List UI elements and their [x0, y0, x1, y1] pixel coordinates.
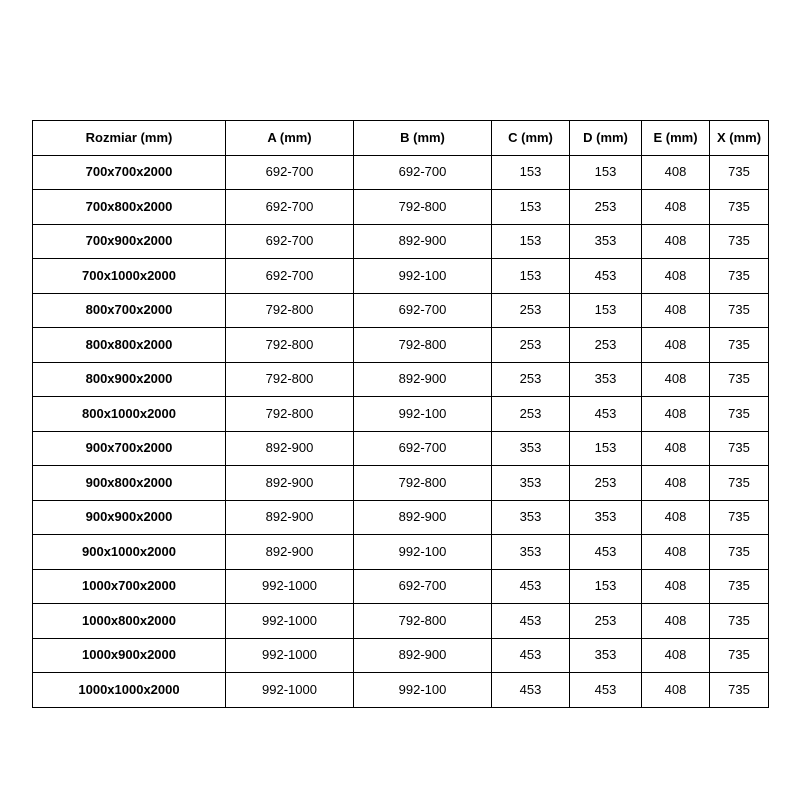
cell-a: 792-800: [226, 328, 354, 363]
cell-x: 735: [710, 604, 769, 639]
cell-x: 735: [710, 638, 769, 673]
table-row: [33, 535, 769, 570]
table-row: [33, 569, 769, 604]
cell-b: 792-800: [354, 466, 492, 501]
cell-size: 700x700x2000: [33, 155, 226, 190]
size-table: [32, 120, 769, 708]
cell-d: 253: [570, 328, 642, 363]
column-header-e: E (mm): [642, 121, 710, 156]
cell-a: 792-800: [226, 293, 354, 328]
cell-e: 408: [642, 224, 710, 259]
cell-size: 800x900x2000: [33, 362, 226, 397]
cell-c: 353: [492, 466, 570, 501]
cell-e: 408: [642, 397, 710, 432]
cell-x: 735: [710, 362, 769, 397]
cell-b: 992-100: [354, 397, 492, 432]
cell-d: 453: [570, 535, 642, 570]
column-header-b: B (mm): [354, 121, 492, 156]
cell-d: 453: [570, 259, 642, 294]
cell-a: 892-900: [226, 500, 354, 535]
cell-a: 992-1000: [226, 673, 354, 708]
cell-x: 735: [710, 535, 769, 570]
cell-c: 453: [492, 638, 570, 673]
cell-e: 408: [642, 604, 710, 639]
cell-b: 992-100: [354, 673, 492, 708]
cell-b: 892-900: [354, 500, 492, 535]
column-header-x: X (mm): [710, 121, 769, 156]
cell-d: 253: [570, 466, 642, 501]
cell-a: 992-1000: [226, 638, 354, 673]
column-header-d: D (mm): [570, 121, 642, 156]
cell-a: 692-700: [226, 190, 354, 225]
cell-c: 153: [492, 259, 570, 294]
cell-x: 735: [710, 466, 769, 501]
cell-e: 408: [642, 259, 710, 294]
table-row: [33, 466, 769, 501]
cell-e: 408: [642, 293, 710, 328]
cell-a: 792-800: [226, 397, 354, 432]
cell-a: 792-800: [226, 362, 354, 397]
cell-b: 692-700: [354, 155, 492, 190]
cell-a: 892-900: [226, 431, 354, 466]
table-header-row: [33, 121, 769, 156]
table-row: [33, 259, 769, 294]
cell-a: 992-1000: [226, 569, 354, 604]
cell-a: 992-1000: [226, 604, 354, 639]
cell-e: 408: [642, 431, 710, 466]
cell-d: 353: [570, 638, 642, 673]
cell-size: 700x1000x2000: [33, 259, 226, 294]
cell-d: 353: [570, 500, 642, 535]
table-row: [33, 362, 769, 397]
cell-a: 892-900: [226, 466, 354, 501]
cell-c: 253: [492, 362, 570, 397]
cell-d: 353: [570, 224, 642, 259]
cell-x: 735: [710, 673, 769, 708]
cell-d: 253: [570, 604, 642, 639]
table-row: [33, 293, 769, 328]
cell-c: 253: [492, 328, 570, 363]
cell-e: 408: [642, 466, 710, 501]
cell-b: 692-700: [354, 569, 492, 604]
table-row: [33, 224, 769, 259]
cell-d: 153: [570, 155, 642, 190]
cell-b: 892-900: [354, 224, 492, 259]
cell-x: 735: [710, 569, 769, 604]
cell-d: 153: [570, 293, 642, 328]
cell-e: 408: [642, 569, 710, 604]
cell-b: 792-800: [354, 328, 492, 363]
table-row: [33, 638, 769, 673]
cell-b: 892-900: [354, 362, 492, 397]
cell-e: 408: [642, 673, 710, 708]
cell-x: 735: [710, 328, 769, 363]
cell-d: 153: [570, 569, 642, 604]
cell-x: 735: [710, 259, 769, 294]
cell-d: 353: [570, 362, 642, 397]
table-row: [33, 500, 769, 535]
cell-e: 408: [642, 155, 710, 190]
cell-c: 253: [492, 293, 570, 328]
cell-e: 408: [642, 500, 710, 535]
cell-b: 992-100: [354, 535, 492, 570]
table-row: [33, 155, 769, 190]
cell-c: 153: [492, 155, 570, 190]
cell-c: 253: [492, 397, 570, 432]
cell-size: 700x900x2000: [33, 224, 226, 259]
cell-e: 408: [642, 362, 710, 397]
cell-size: 800x1000x2000: [33, 397, 226, 432]
cell-size: 900x1000x2000: [33, 535, 226, 570]
cell-b: 892-900: [354, 638, 492, 673]
cell-size: 1000x1000x2000: [33, 673, 226, 708]
cell-c: 353: [492, 500, 570, 535]
cell-c: 453: [492, 569, 570, 604]
column-header-a: A (mm): [226, 121, 354, 156]
cell-a: 692-700: [226, 224, 354, 259]
table-row: [33, 604, 769, 639]
table-row: [33, 397, 769, 432]
cell-size: 900x700x2000: [33, 431, 226, 466]
cell-e: 408: [642, 328, 710, 363]
cell-x: 735: [710, 190, 769, 225]
cell-e: 408: [642, 638, 710, 673]
column-header-c: C (mm): [492, 121, 570, 156]
cell-b: 692-700: [354, 293, 492, 328]
cell-c: 153: [492, 190, 570, 225]
cell-size: 800x800x2000: [33, 328, 226, 363]
cell-a: 692-700: [226, 259, 354, 294]
cell-c: 153: [492, 224, 570, 259]
cell-size: 800x700x2000: [33, 293, 226, 328]
size-table-container: [32, 120, 768, 708]
cell-c: 453: [492, 604, 570, 639]
cell-b: 992-100: [354, 259, 492, 294]
cell-x: 735: [710, 224, 769, 259]
table-row: [33, 190, 769, 225]
table-body: [33, 155, 769, 707]
cell-a: 692-700: [226, 155, 354, 190]
cell-c: 453: [492, 673, 570, 708]
cell-c: 353: [492, 431, 570, 466]
cell-size: 1000x900x2000: [33, 638, 226, 673]
column-header-rozmiar: Rozmiar (mm): [33, 121, 226, 156]
cell-x: 735: [710, 155, 769, 190]
table-row: [33, 431, 769, 466]
table-row: [33, 328, 769, 363]
cell-d: 253: [570, 190, 642, 225]
cell-b: 792-800: [354, 604, 492, 639]
cell-x: 735: [710, 431, 769, 466]
cell-x: 735: [710, 397, 769, 432]
cell-d: 453: [570, 673, 642, 708]
cell-x: 735: [710, 293, 769, 328]
table-row: [33, 673, 769, 708]
cell-b: 692-700: [354, 431, 492, 466]
cell-size: 900x800x2000: [33, 466, 226, 501]
cell-size: 1000x800x2000: [33, 604, 226, 639]
cell-size: 700x800x2000: [33, 190, 226, 225]
cell-e: 408: [642, 190, 710, 225]
cell-c: 353: [492, 535, 570, 570]
cell-x: 735: [710, 500, 769, 535]
cell-size: 900x900x2000: [33, 500, 226, 535]
cell-e: 408: [642, 535, 710, 570]
cell-size: 1000x700x2000: [33, 569, 226, 604]
cell-d: 453: [570, 397, 642, 432]
cell-d: 153: [570, 431, 642, 466]
table-header: [33, 121, 769, 156]
cell-b: 792-800: [354, 190, 492, 225]
cell-a: 892-900: [226, 535, 354, 570]
